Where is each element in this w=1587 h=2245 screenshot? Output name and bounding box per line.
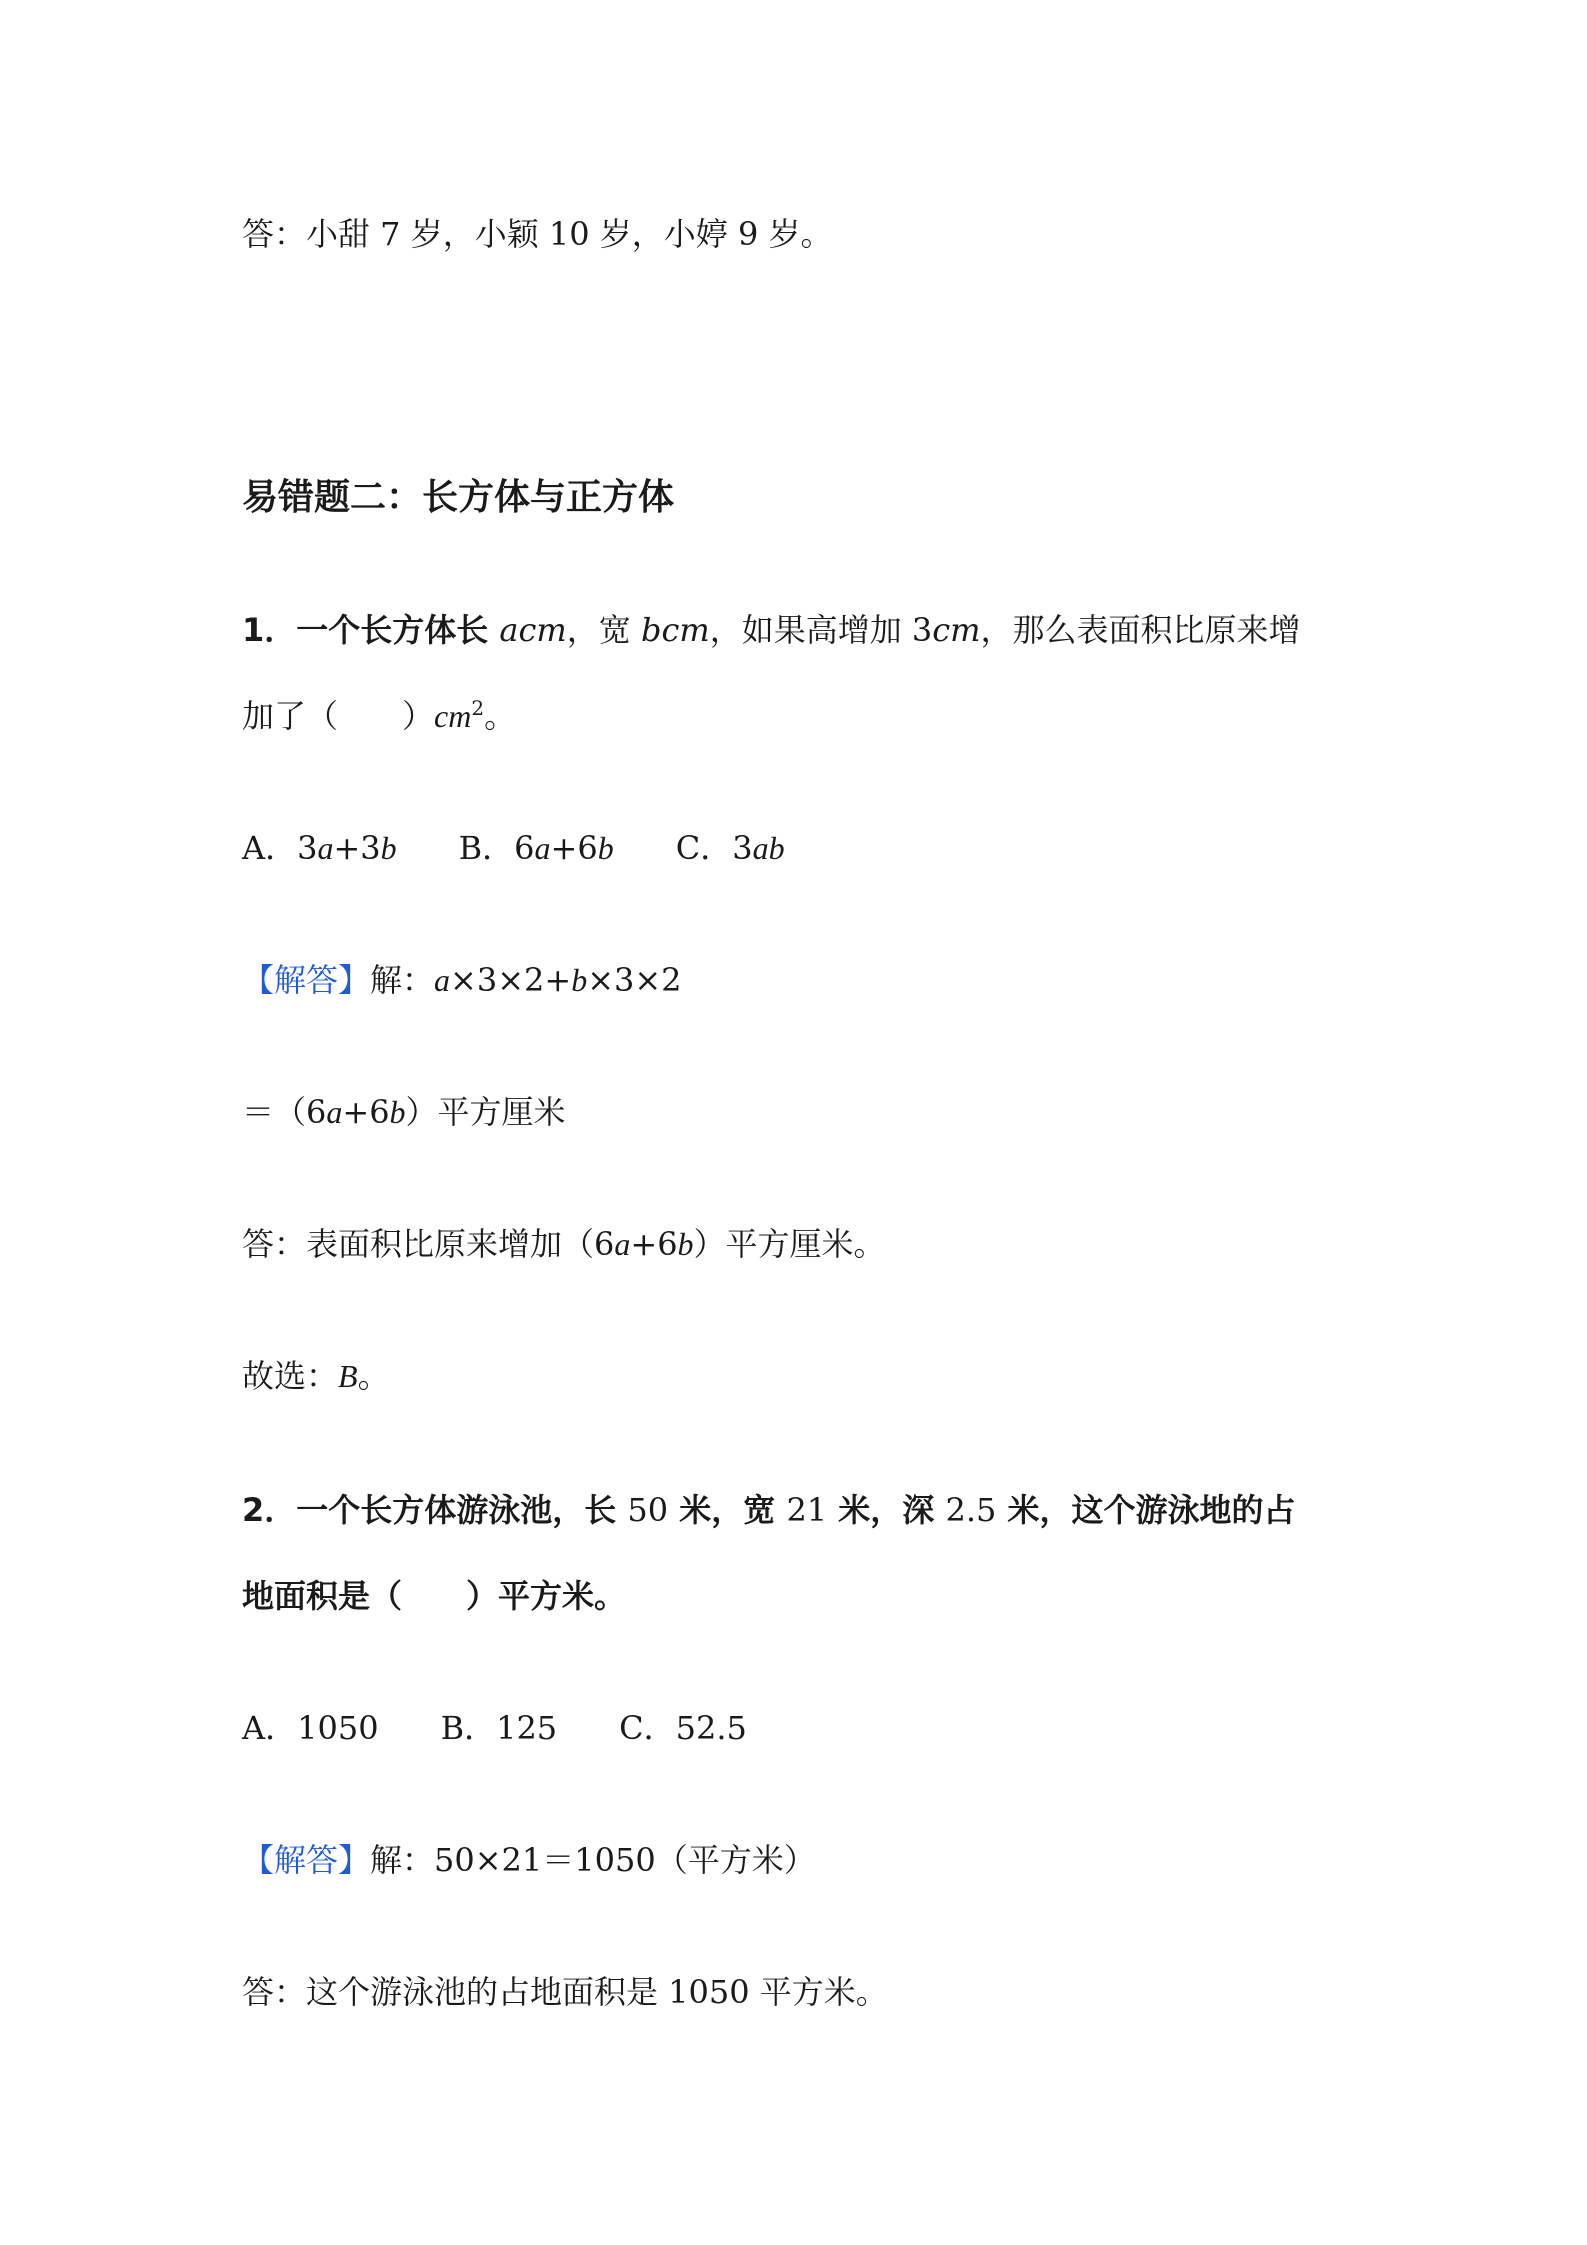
section-title [242, 477, 675, 518]
q1-option-a: A．3a+3b [242, 829, 397, 867]
question-1-line-2 [242, 696, 517, 735]
q1-var-b: bcm [640, 611, 710, 649]
q2-option-a: A．1050 [242, 1709, 379, 1747]
q1-unit-exponent: 2 [471, 696, 485, 720]
q1-text-part: ，如果高增加 3 [709, 611, 933, 649]
section-title-text: 易错题二：长方体与正方体 [242, 477, 675, 518]
q1-solution-line-2: ＝（6a+6b）平方厘米 [242, 1093, 566, 1131]
answer-previous-text: 答：小甜 7 岁，小颖 10 岁，小婷 9 岁。 [242, 215, 833, 253]
q2-solution-tag: 【解答】 [242, 1841, 371, 1879]
q1-option-b: B．6a+6b [458, 829, 614, 867]
q2-solution-line-1: 【解答】解：50×21＝1050（平方米） [242, 1841, 816, 1879]
q1-text-part: 1．一个长方体长 [242, 611, 500, 649]
q1-solution-line-3: 答：表面积比原来增加（6a+6b）平方厘米。 [242, 1225, 886, 1263]
q2-option-c: C．52.5 [619, 1709, 747, 1747]
q1-text-part: ，宽 [566, 611, 641, 649]
question-1-line-1 [242, 611, 1301, 649]
q1-text-part: 。 [484, 697, 517, 735]
q1-text-part: 加了（ ） [242, 697, 435, 735]
q1-solution-line-4: 故选：B。 [242, 1357, 390, 1395]
answer-previous [242, 215, 833, 253]
q1-var-c: cm [932, 611, 981, 649]
q1-option-c: C．3ab [675, 829, 785, 867]
q2-option-b: B．125 [440, 1709, 558, 1747]
question-1-options [242, 829, 785, 867]
q1-solution-line-1: 【解答】解：a×3×2+b×3×2 [242, 961, 682, 999]
q1-text-part: ，那么表面积比原来增 [980, 611, 1301, 649]
question-2-line-1: 2．一个长方体游泳池，长 50 米，宽 21 米，深 2.5 米，这个游泳地的占 [242, 1491, 1296, 1529]
question-2-line-2: 地面积是（ ）平方米。 [242, 1577, 627, 1615]
q2-solution-line-2: 答：这个游泳池的占地面积是 1050 平方米。 [242, 1973, 888, 2011]
q1-solution-tag: 【解答】 [242, 961, 371, 999]
q1-var-a: acm [499, 611, 567, 649]
question-2-options [242, 1709, 747, 1747]
q1-unit: cm [434, 698, 472, 734]
